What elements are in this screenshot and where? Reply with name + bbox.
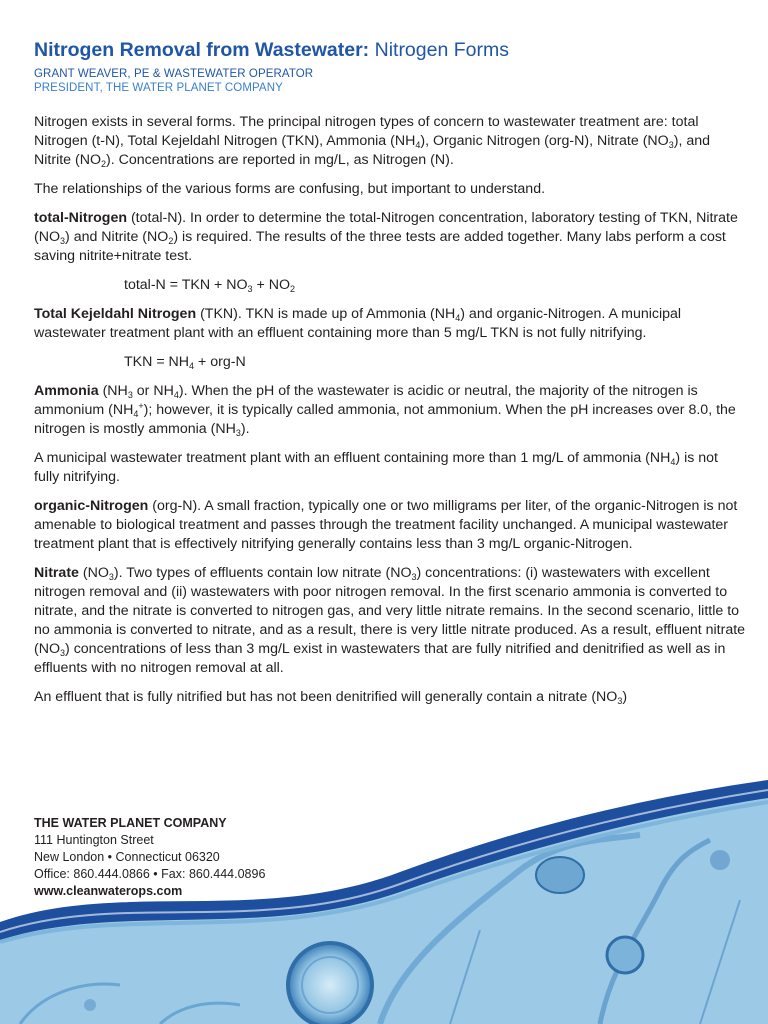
term-heading: Total Kejeldahl Nitrogen xyxy=(34,306,197,322)
paragraph-relationships: The relationships of the various forms are confusing, but important to understand. xyxy=(34,181,546,197)
paragraph-ammonia: Ammonia ($NH_3$ or $NH_4$). When the pH of the wastewater is acidic or neutral, the majority of the nitrogen is ammonium $(NH_4^+)$; however, it is typically called ammonia, not ammonium. When the pH increases over 8.0, the nitrogen is mostly ammonia $(NH_3)$. xyxy=(34,383,736,438)
equation-total-nitrogen: total-N = TKN + $NO_3 + NO_2$ xyxy=(124,277,296,294)
term-heading: Ammonia xyxy=(34,383,99,399)
paragraph-intro: Nitrogen exists in several forms. The principal nitrogen types of concern to wastewater treatment are: total Nitrogen (t-N), Total Kejeldahl Nitrogen (TKN), Ammonia $(NH_4)$, Organic Nitrogen (org-N), Nitrate $(NO_3)$, and Nitrite $(NO_2)$. Concentrations are reported in mg/L, as Nitrogen (N). xyxy=(34,114,711,169)
address-street: 111 Huntington Street xyxy=(34,833,154,847)
address-phone: Office: 860.444.0866 • Fax: 860.444.0896 xyxy=(34,867,266,881)
title-light: Nitrogen Forms xyxy=(374,39,509,61)
term-heading: Nitrate xyxy=(34,565,79,581)
paragraph-tkn: Total Kejeldahl Nitrogen (TKN). TKN is made up of Ammonia $(NH_4)$ and organic-Nitrogen. A municipal wastewater treatment plant with an effluent containing more than 5 mg/L TKN is not fully nitrifying. xyxy=(34,306,682,341)
paragraph-total-nitrogen: total-Nitrogen (total-N). In order to determine the total-Nitrogen concentration, laboratory testing of TKN, Nitrate $(NO_3)$ and Nitrite $(NO_2)$ is required. The results of the three tests are added together. Many labs perform a cost saving nitrite+nitrate test. xyxy=(34,210,738,264)
paragraph-nitrified: An effluent that is fully nitrified but has not been denitrified will generally contain a nitrate $(NO_3)$ xyxy=(34,689,628,706)
document-content xyxy=(34,38,746,717)
equation-tkn: TKN = $NH_4 + org-N$ xyxy=(124,354,246,371)
company-name: THE WATER PLANET COMPANY xyxy=(34,816,227,830)
term-heading: total-Nitrogen xyxy=(34,210,127,226)
company-address xyxy=(34,815,265,900)
website-link[interactable]: www.cleanwaterops.com xyxy=(34,884,183,898)
author-title: PRESIDENT, THE WATER PLANET COMPANY xyxy=(34,82,283,94)
page-title xyxy=(34,38,746,62)
term-heading: organic-Nitrogen xyxy=(34,498,149,514)
author-name: GRANT WEAVER, PE & WASTEWATER OPERATOR xyxy=(34,68,314,80)
paragraph-organic-nitrogen: organic-Nitrogen (org-N). A small fraction, typically one or two milligrams per liter, of the organic-Nitrogen is not amenable to biological treatment and passes through the treatment facility unchanged. A municipal wastewater treatment plant that is effectively nitrifying generally contains less than 3 mg/L organic-Nitrogen. xyxy=(34,498,738,552)
paragraph-ammonia-plant: A municipal wastewater treatment plant with an effluent containing more than 1 mg/L of ammonia $(NH_4)$ is not fully nitrifying. xyxy=(34,450,718,485)
address-city: New London • Connecticut 06320 xyxy=(34,850,220,864)
document-body xyxy=(34,113,746,707)
paragraph-nitrate: Nitrate $(NO_3)$. Two types of effluents contain low nitrate $(NO_3)$ concentrations: (i) wastewaters with excellent nitrogen removal and (ii) wastewaters with poor nitrogen removal. In the first scenario ammonia is converted to nitrate, and the nitrate is converted to nitrogen gas, and very little nitrate remains. In the second scenario, little to no ammonia is converted to nitrate, and as a result, there is very little nitrate produced. As a result, effluent nitrate $(NO_3)$ concentrations of less than 3 mg/L exist in wastewaters that are fully nitrified and denitrified as well as in effluents with no nitrogen removal at all. xyxy=(34,565,746,676)
title-bold: Nitrogen Removal from Wastewater: xyxy=(34,39,370,61)
